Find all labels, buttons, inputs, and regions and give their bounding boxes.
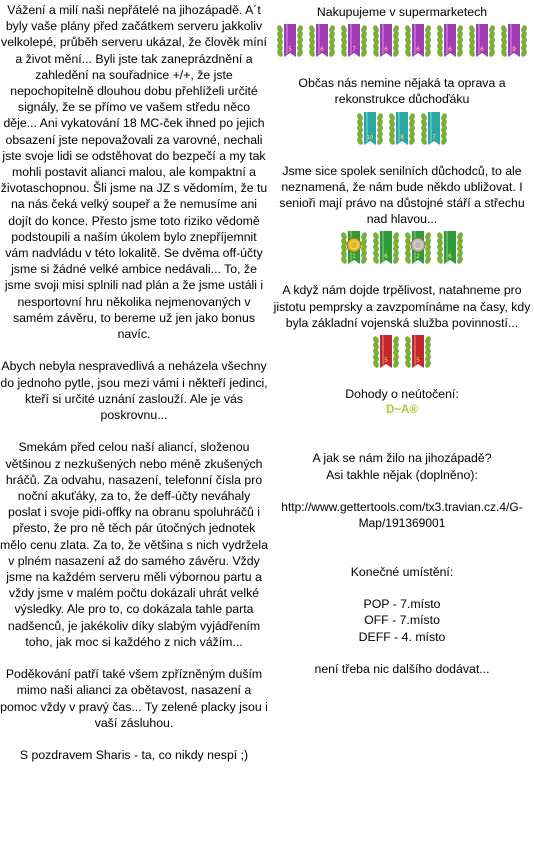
medal-icon: [436, 230, 464, 270]
medal-icon: [388, 111, 416, 151]
medal-number: 2: [416, 253, 420, 261]
signature: S pozdravem Sharis - ta, co nikdy nespí ;): [19, 748, 249, 763]
medal-title-repair: Občas nás nemine nějaká ta oprava a rekonstrukce důchoďáku: [298, 76, 506, 107]
medal-icon: [500, 23, 528, 63]
medal-title-attack: A když nám dojde trpělivost, natahneme pro jistotu pemprsky a zavzpomínáme na časy, kdy byla základní vojenská služba povinností...: [273, 283, 531, 330]
medal-number: 5: [288, 46, 292, 54]
medal-icon: [436, 23, 464, 63]
friends-thanks-paragraph: Poděkování patří také všem zpřízněným duším mimo naši alianci za obětavost, nasazení a pomoc vždy v pravý čas... Ty zelené placky jsou i vaší zásluhou.: [0, 667, 268, 730]
medal-number: 6: [384, 46, 388, 54]
medal-row-attack: [270, 334, 534, 374]
result-pop: POP - 7.místo: [363, 597, 441, 612]
closing-line: není třeba nic dalšího dodávat...: [314, 662, 490, 676]
result-off: OFF - 7.místo: [364, 613, 440, 628]
medal-number: 6: [416, 46, 420, 54]
medal-number: 7: [352, 46, 356, 54]
message-text-column: [0, 2, 268, 780]
map-question: A jak se nám žilo na jihozápadě?: [312, 451, 492, 466]
medal-number: 6: [320, 46, 324, 54]
final-placement-label: Konečné umístění:: [350, 564, 454, 579]
medal-icon: [356, 111, 384, 151]
medal-icon: [340, 23, 368, 63]
medal-row-repair: [270, 111, 534, 151]
medal-icon: [340, 230, 368, 270]
map-link[interactable]: http://www.gettertools.com/tx3.travian.cz.4/G-Map/191369001: [281, 500, 523, 531]
medal-row-supermarket: [270, 23, 534, 63]
medal-number: 6: [384, 253, 388, 261]
medal-row-defense: [270, 230, 534, 270]
medal-number: 6: [480, 46, 484, 54]
medal-number: 1: [352, 253, 356, 261]
medal-number: 6: [448, 253, 452, 261]
alliance-thanks-paragraph: Smekám před celou naší aliancí, složenou většinou z nezkušených nebo méně zkušených hráčů. Za odvahu, nasazení, telefonní čísla pro noční akuťáky, za to, že deff-účty neváhaly poslat i svoje pidi-offky na obranu spoluhráčů i přesto, že pro ně těch pár útočných jednotek mělo cenu zlata. Za to, že většina s nich vydržela v plném nasazení až do samého závěru. Vždy jsme na každém serveru měli výbornou partu a vždy jsme v malém počtu dokázali uhrát velké výsledky. Ale pro to, co dokázala tahle parta nadšenců, je jakékoliv díky slabým vyjádřením toho, jak moc si každého z nich vážím...: [0, 440, 268, 649]
medal-number: 6: [448, 46, 452, 54]
medal-icon: [420, 111, 448, 151]
medal-number: 10: [366, 134, 374, 141]
medal-icon: [372, 334, 400, 374]
medal-icon: [404, 23, 432, 63]
map-caption: Asi takhle nějak (doplněno):: [326, 467, 478, 482]
medal-icon: [468, 23, 496, 63]
medal-number: 5: [416, 357, 420, 365]
intro-paragraph: Vážení a milí naši nepřátelé na jihozápadě. A´t byly vaše plány před začátkem serveru jakkoliv velkolepé, průběh serveru ukázal, že člověk míní a život mění... Byli jste tak zaneprázdnění a zahledění na souřadnice +/+, že jste nepochopitelně dlouhou dobu přehlíželi určité signály, že se přímo ve vašem středu něco děje... Ani vykatování 18 MC-ček ihned po jejich obsazení jste nepovažovali za varovné, nechali jste svoje lidi se odstěhovat do bezpečí a my tak mohli postavit alianci malou, ale kompaktní a životaschopnou. Šli jsme na JZ s vědomím, že tu na nás čeká velký soupeř a že nemusíme ani dojít do konce. Přesto jsme toto riziko vědomě podstoupili a naším úkolem bylo znepříjemnit vám nadvládu v této lokalitě. Se dvěma off-účty jsme si žádné velké ambice nedávali... To, že jsme svoji misi splnili nad plán a že jsme ustáli i nesportovní hru několika nejmenovaných v samém závěru, to bereme už jen jako bonus navíc.: [0, 3, 268, 342]
medal-icon: [276, 23, 304, 63]
medal-number: 7: [432, 133, 436, 141]
medal-number: 9: [512, 46, 516, 54]
fairness-paragraph: Abych nebyla nespravedlivá a neházela všechny do jednoho pytle, jsou mezi vámi i někteří jedinci, kteří si určité uznání zaslouží. Ale je vás poskrovnu...: [0, 359, 268, 423]
nap-alliances: D~A®: [386, 404, 418, 417]
medal-icon: [372, 230, 400, 270]
medals-column: [270, 4, 534, 677]
medal-title-defense: Jsme sice spolek senilních důchodců, to ale neznamená, že nám bude někdo ubližovat. I senioři mají právo na důstojné stáří a střechu nad hlavou...: [279, 163, 525, 227]
medal-title-supermarket: Nakupujeme v supermarketech: [316, 5, 488, 19]
medal-icon: [404, 230, 432, 270]
medal-number: 5: [384, 357, 388, 365]
nap-label: Dohody o neútočení:: [345, 387, 459, 402]
medal-icon: [404, 334, 432, 374]
result-deff: DEFF - 4. místo: [358, 629, 446, 644]
medal-icon: [372, 23, 400, 63]
medal-icon: [308, 23, 336, 63]
medal-number: 8: [400, 133, 404, 141]
